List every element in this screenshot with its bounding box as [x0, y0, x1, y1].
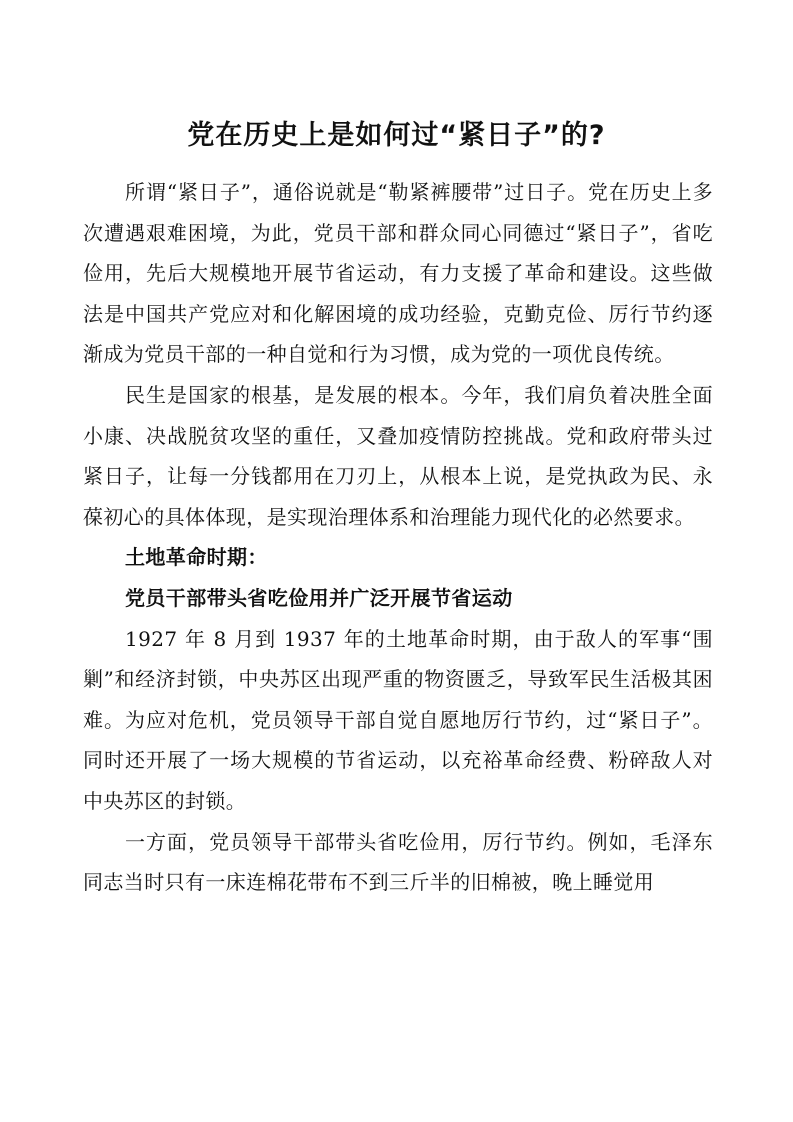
- intro-paragraph-2: 民生是国家的根基，是发展的根本。今年，我们肩负着决胜全面小康、决战脱贫攻坚的重任，又叠加疫情防控挑战。党和政府带头过紧日子，让每一分钱都用在刀刃上，从根本上说，是党执政为民、永葆初心的具体体现，是实现治理体系和治理能力现代化的必然要求。: [83, 382, 713, 529]
- section-subtitle: 党员干部带头省吃俭用并广泛开展节省运动: [125, 585, 513, 610]
- section-label: 土地革命时期：: [125, 545, 268, 570]
- page-title: 党在历史上是如何过“紧日子”的?: [187, 120, 606, 151]
- document-body: [83, 172, 713, 903]
- intro-paragraph-1: 所谓“紧日子”，通俗说就是“勒紧裤腰带”过日子。党在历史上多次遭遇艰难困境，为此，党员干部和群众同心同德过“紧日子”，省吃俭用，先后大规模地开展节省运动，有力支援了革命和建设。这些做法是中国共产党应对和化解困境的成功经验，克勤克俭、厉行节约逐渐成为党员干部的一种自觉和行为习惯，成为党的一项优良传统。: [83, 180, 713, 367]
- section-paragraph-1: 1927 年 8 月到 1937 年的土地革命时期，由于敌人的军事“围剿”和经济封锁，中央苏区出现严重的物资匮乏，导致军民生活极其困难。为应对危机，党员领导干部自觉自愿地厉行节约，过“紧日子”。同时还开展了一场大规模的节省运动，以充裕革命经费、粉碎敌人对中央苏区的封锁。: [83, 626, 713, 813]
- section-paragraph-2: 一方面，党员领导干部带头省吃俭用，厉行节约。例如，毛泽东同志当时只有一床连棉花带布不到三斤半的旧棉被，晚上睡觉用: [83, 829, 713, 895]
